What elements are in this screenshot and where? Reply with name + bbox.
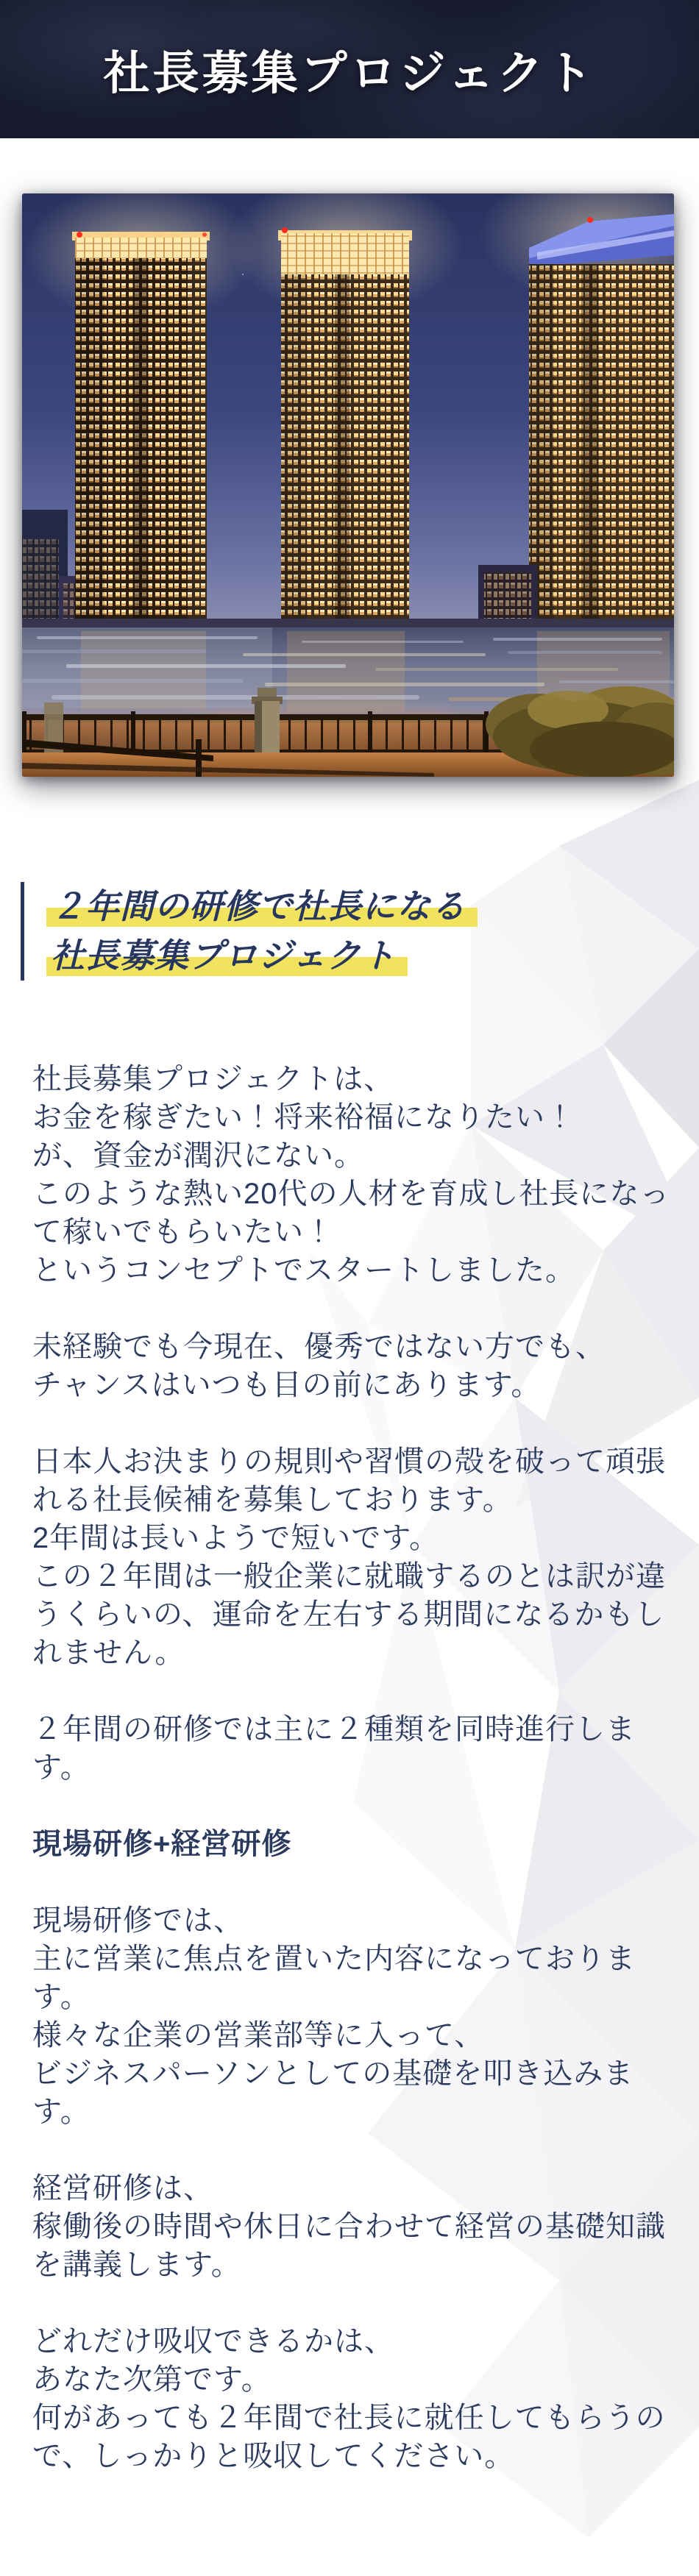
page-title: 社長募集プロジェクト [103, 47, 596, 99]
article-paragraph: 社長募集プロジェクトは、 お金を稼ぎたい！将来裕福になりたい！ が、資金が潤沢にない。 このような熱い20代の人材を育成し社長になっ て稼いでもらいたい！ というコンセプトでスタートしました。 [32, 1063, 670, 1287]
article-paragraph: どれだけ吸収できるかは、 あなた次第です。 何があっても２年間で社長に就任してもらうの で、しっかりと吸収してください。 [32, 2325, 666, 2472]
article-subheading: 現場研修+経営研修 [32, 1828, 292, 1860]
article-paragraph: 日本人お決まりの規則や習慣の殻を破って頑張 れる社長候補を募集しております。 2年間は長いようで短いです。 この２年間は一般企業に就職するのとは訳が違 うくらいの、運命を左右する期間になるかもし れません。 [32, 1445, 666, 1669]
article-paragraph: 経営研修は、 稼働後の時間や休日に合わせて経営の基礎知識 を講義します。 [32, 2172, 666, 2281]
header-banner [0, 0, 699, 138]
article-paragraph: 現場研修では、 主に営業に焦点を置いた内容になっております。 様々な企業の営業部等に入って、 ビジネスパーソンとしての基礎を叩き込みます。 [32, 1904, 636, 2128]
city-night-illustration [22, 193, 674, 777]
article-body [32, 1060, 683, 2513]
article-paragraph: ２年間の研修では主に２種類を同時進行します。 [32, 1713, 636, 1784]
section-heading-line-1 [46, 882, 478, 931]
hero-photo [22, 193, 674, 777]
section-heading-text-1: ２年間の研修で社長になる [46, 887, 478, 927]
section-heading-text-2: 社長募集プロジェクト [46, 936, 408, 976]
section-heading [21, 882, 478, 981]
article-paragraph: 未経験でも今現在、優秀ではない方でも、 チャンスはいつも目の前にあります。 [32, 1331, 606, 1401]
section-heading-line-2 [46, 931, 478, 981]
